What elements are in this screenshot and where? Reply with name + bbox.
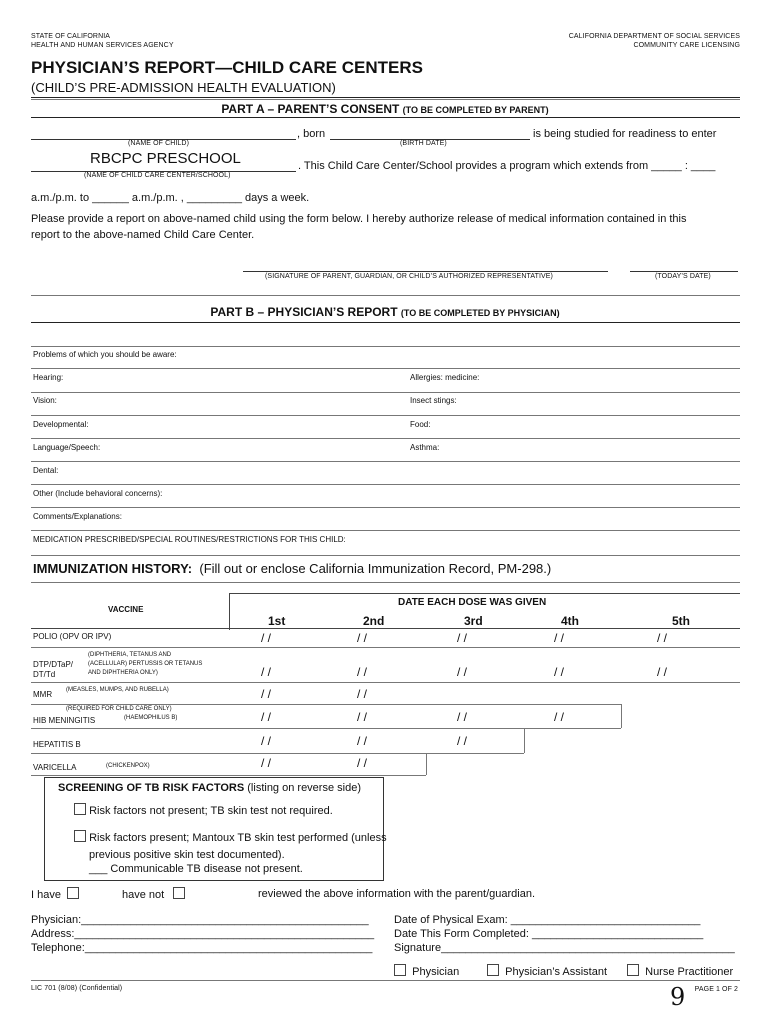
np-checkbox[interactable] [627, 964, 639, 976]
dental-label: Dental: [33, 466, 59, 475]
polio-dose-4[interactable]: / / [554, 631, 565, 645]
handwritten-mark: 9 [670, 983, 686, 1011]
medication-label: MEDICATION PRESCRIBED/SPECIAL ROUTINES/RESTRICTIONS FOR THIS CHILD: [33, 535, 346, 544]
mmr-dose-2[interactable]: / / [357, 687, 368, 701]
polio-label: POLIO (OPV OR IPV) [33, 632, 112, 641]
tb-option-1[interactable]: Risk factors not present; TB skin test not required. [74, 803, 333, 817]
assistant-checkbox[interactable] [487, 964, 499, 976]
hib-note-1: (REQUIRED FOR CHILD CARE ONLY) [66, 706, 172, 712]
varicella-dose-1[interactable]: / / [261, 756, 272, 770]
dose-1st: 1st [268, 614, 286, 628]
varicella-label: VARICELLA [33, 763, 77, 772]
dtp-label: DTP/DTaP/ [33, 660, 74, 669]
tb-option-2-cont: previous positive skin test documented). [89, 849, 285, 861]
dtp-dose-1[interactable]: / / [261, 665, 272, 679]
varicella-dose-2[interactable]: / / [357, 756, 368, 770]
polio-dose-1[interactable]: / / [261, 631, 272, 645]
allergies-label: Allergies: medicine: [410, 373, 480, 382]
dtp-dose-2[interactable]: / / [357, 665, 368, 679]
authorize-line-2: report to the above-named Child Care Center. [31, 229, 255, 241]
dtp-note-1: (DIPHTHERIA, TETANUS AND [88, 652, 172, 658]
tb-heading: SCREENING OF TB RISK FACTORS (listing on reverse side) [58, 782, 361, 794]
agency-right-1: CALIFORNIA DEPARTMENT OF SOCIAL SERVICES [568, 33, 740, 40]
signature-field[interactable]: Signature________________________________________________ [394, 942, 735, 954]
role-physician[interactable]: Physician [394, 964, 459, 978]
signature-label: (SIGNATURE OF PARENT, GUARDIAN, OR CHILD’S AUTHORIZED REPRESENTATIVE) [265, 273, 553, 280]
hib-dose-2[interactable]: / / [357, 710, 368, 724]
center-name-label: (NAME OF CHILD CARE CENTER/SCHOOL) [84, 172, 231, 179]
i-have-checkbox[interactable] [67, 887, 79, 899]
hib-dose-1[interactable]: / / [261, 710, 272, 724]
have-not-option[interactable]: have not [122, 887, 185, 901]
readiness-text: is being studied for readiness to enter [533, 128, 717, 140]
polio-dose-5[interactable]: / / [657, 631, 668, 645]
dose-4th: 4th [561, 614, 579, 628]
parent-signature-field[interactable] [243, 270, 608, 272]
page-subtitle: (CHILD’S PRE-ADMISSION HEALTH EVALUATION) [31, 80, 336, 95]
form-date-field[interactable]: Date This Form Completed: ____________________________ [394, 928, 704, 940]
tb-option-3[interactable]: ___ Communicable TB disease not present. [89, 863, 303, 875]
polio-dose-2[interactable]: / / [357, 631, 368, 645]
mmr-label: MMR [33, 690, 53, 699]
reviewed-text: reviewed the above information with the parent/guardian. [258, 888, 536, 900]
dtp-note-2: (ACELLULAR) PERTUSSIS OR TETANUS [88, 661, 203, 667]
today-date-label: (TODAY’S DATE) [655, 273, 711, 280]
vision-label: Vision: [33, 396, 57, 405]
hearing-label: Hearing: [33, 373, 64, 382]
dtp-label-2: DT/Td [33, 670, 56, 679]
tb-option-2[interactable]: Risk factors present; Mantoux TB skin test performed (unless [74, 830, 387, 844]
have-not-checkbox[interactable] [173, 887, 185, 899]
other-label: Other (Include behavioral concerns): [33, 489, 163, 498]
tb-option-2-checkbox[interactable] [74, 830, 86, 842]
part-b-heading: PART B – PHYSICIAN’S REPORT (TO BE COMPLETED BY PHYSICIAN) [210, 305, 560, 319]
agency-left-1: STATE OF CALIFORNIA [31, 33, 111, 40]
dtp-dose-4[interactable]: / / [554, 665, 565, 679]
dtp-dose-5[interactable]: / / [657, 665, 668, 679]
food-label: Food: [410, 420, 431, 429]
today-date-field[interactable] [630, 270, 738, 272]
agency-left-2: HEALTH AND HUMAN SERVICES AGENCY [31, 42, 174, 49]
hib-dose-4[interactable]: / / [554, 710, 565, 724]
dtp-dose-3[interactable]: / / [457, 665, 468, 679]
i-have-option[interactable]: I have [31, 887, 79, 901]
hepatitis-label: HEPATITIS B [33, 740, 81, 749]
telephone-field[interactable]: Telephone:_______________________________________________ [31, 942, 373, 954]
page-number: PAGE 1 OF 2 [694, 986, 738, 993]
hours-text: a.m./p.m. to ______ a.m./p.m. , _________ days a week. [31, 192, 310, 204]
problems-label: Problems of which you should be aware: [33, 350, 177, 359]
program-text: . This Child Care Center/School provides a program which extends from _____ : ____ [298, 160, 716, 172]
physician-field[interactable]: Physician:_______________________________________________ [31, 914, 369, 926]
page-title: PHYSICIAN’S REPORT—CHILD CARE CENTERS [31, 58, 423, 77]
asthma-label: Asthma: [410, 443, 440, 452]
physician-checkbox[interactable] [394, 964, 406, 976]
insect-label: Insect stings: [410, 396, 457, 405]
role-nurse-practitioner[interactable]: Nurse Practitioner [627, 964, 733, 978]
polio-dose-3[interactable]: / / [457, 631, 468, 645]
hep-dose-3[interactable]: / / [457, 734, 468, 748]
center-name-value[interactable]: RBCPC PRESCHOOL [90, 150, 241, 167]
developmental-label: Developmental: [33, 420, 89, 429]
address-field[interactable]: Address:_________________________________________________ [31, 928, 375, 940]
vaccine-header: VACCINE [108, 605, 144, 614]
dose-3rd: 3rd [464, 614, 483, 628]
hep-dose-1[interactable]: / / [261, 734, 272, 748]
form-id: LIC 701 (8/08) (Confidential) [31, 985, 123, 992]
exam-date-field[interactable]: Date of Physical Exam: _______________________________ [394, 914, 701, 926]
authorize-line-1: Please provide a report on above-named child using the form below. I hereby authorize release of medical information contained in this [31, 213, 687, 225]
varicella-note: (CHICKENPOX) [106, 763, 150, 769]
dose-2nd: 2nd [363, 614, 385, 628]
hep-dose-2[interactable]: / / [357, 734, 368, 748]
mmr-note: (MEASLES, MUMPS, AND RUBELLA) [66, 687, 169, 693]
hib-note-2: (HAEMOPHILUS B) [124, 715, 178, 721]
role-assistant[interactable]: Physician’s Assistant [487, 964, 607, 978]
born-label: , born [297, 128, 326, 140]
name-of-child-label: (NAME OF CHILD) [128, 140, 189, 147]
dates-header: DATE EACH DOSE WAS GIVEN [398, 597, 547, 608]
dtp-note-3: AND DIPHTHERIA ONLY) [88, 670, 158, 676]
dose-5th: 5th [672, 614, 690, 628]
language-label: Language/Speech: [33, 443, 101, 452]
part-a-heading: PART A – PARENT’S CONSENT (TO BE COMPLETED BY PARENT) [221, 102, 549, 116]
birth-date-label: (BIRTH DATE) [400, 140, 447, 147]
hib-dose-3[interactable]: / / [457, 710, 468, 724]
agency-right-2: COMMUNITY CARE LICENSING [633, 42, 740, 49]
immunization-heading: IMMUNIZATION HISTORY: (Fill out or enclose California Immunization Record, PM-298.) [33, 561, 552, 576]
comments-label: Comments/Explanations: [33, 512, 122, 521]
mmr-dose-1[interactable]: / / [261, 687, 272, 701]
tb-option-1-checkbox[interactable] [74, 803, 86, 815]
hib-label: HIB MENINGITIS [33, 716, 96, 725]
